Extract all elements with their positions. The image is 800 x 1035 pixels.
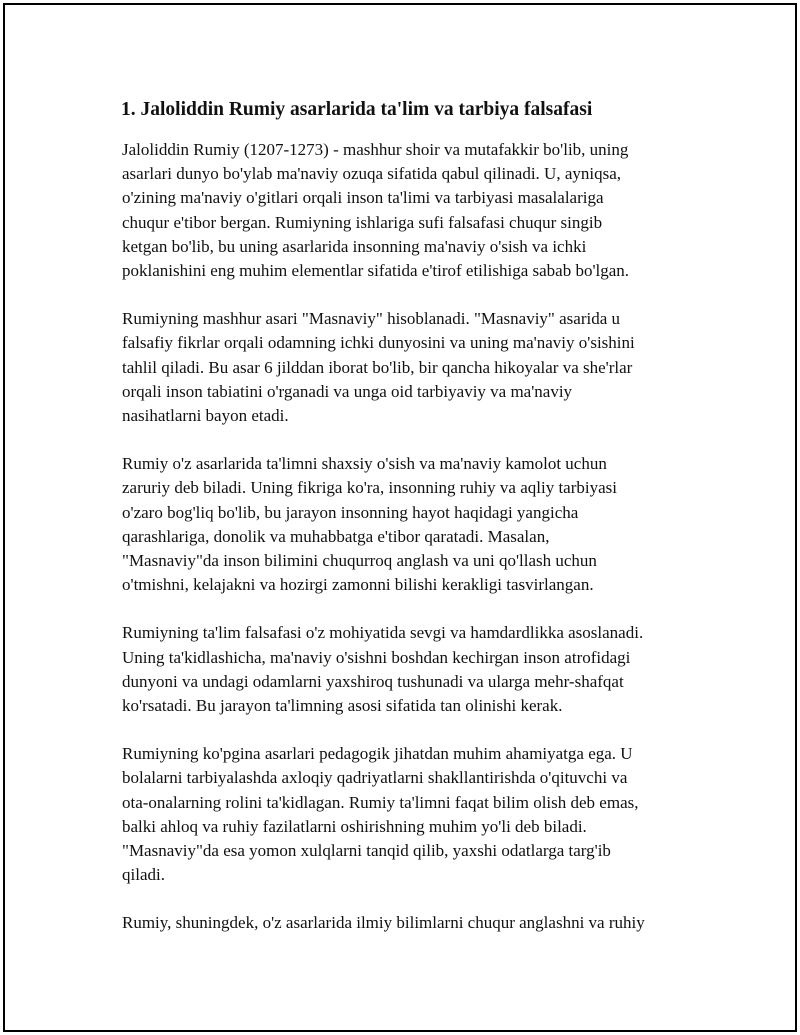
text-line: ko'rsatadi. Bu jarayon ta'limning asosi sifatida tan olinishi kerak. <box>122 696 563 716</box>
text-line: ota-onalarning rolini ta'kidlagan. Rumiy ta'limni faqat bilim olish deb emas, <box>122 792 639 812</box>
text-line: orqali inson tabiatini o'rganadi va unga oid tarbiyaviy va ma'naviy <box>122 381 573 401</box>
text-line: zaruriy deb biladi. Uning fikriga ko'ra, insonning ruhiy va aqliy tarbiyasi <box>122 478 618 498</box>
paragraph-5 <box>122 742 700 887</box>
text-line: "Masnaviy"da esa yomon xulqlarni tanqid qilib, yaxshi odatlarga targ'ib <box>122 841 611 861</box>
text-line: tahlil qiladi. Bu asar 6 jilddan iborat bo'lib, bir qancha hikoyalar va she'rlar <box>122 357 633 377</box>
text-line: Uning ta'kidlashicha, ma'naviy o'sishni boshdan kechirgan inson atrofidagi <box>122 647 631 667</box>
paragraph-6 <box>122 911 700 935</box>
text-line: dunyoni va undagi odamlarni yaxshiroq tushunadi va ularga mehr-shafqat <box>122 671 624 691</box>
text-line: Rumiyning ko'pgina asarlari pedagogik jihatdan muhim ahamiyatga ega. U <box>122 744 633 764</box>
paragraph-2 <box>122 307 700 428</box>
text-line: Rumiyning mashhur asari "Masnaviy" hisoblanadi. "Masnaviy" asarida u <box>122 309 621 329</box>
paragraph-3 <box>122 452 700 597</box>
text-line: chuqur e'tibor bergan. Rumiyning ishlariga sufi falsafasi chuqur singib <box>122 212 603 232</box>
text-line: ketgan bo'lib, bu uning asarlarida insonning ma'naviy o'sish va ichki <box>122 236 587 256</box>
text-line: Rumiy o'z asarlarida ta'limni shaxsiy o'sish va ma'naviy kamolot uchun <box>122 454 607 474</box>
text-line: balki ahloq va ruhiy fazilatlarni oshirishning muhim yo'li deb biladi. <box>122 816 587 836</box>
text-line: o'tmishni, kelajakni va hozirgi zamonni bilishi kerakligi tasvirlangan. <box>122 575 594 595</box>
document-body <box>120 97 700 960</box>
text-line: o'zaro bog'liq bo'lib, bu jarayon insonning hayot haqidagi yangicha <box>122 502 579 522</box>
paragraph-4 <box>122 621 700 718</box>
text-line: qiladi. <box>122 865 165 885</box>
text-line: o'zining ma'naviy o'gitlari orqali inson ta'limi va tarbiyasi masalalariga <box>122 188 604 208</box>
document-title: 1. Jaloliddin Rumiy asarlarida ta'lim va tarbiya falsafasi <box>121 99 593 120</box>
text-line: qarashlariga, donolik va muhabbatga e'tibor qaratadi. Masalan, <box>122 526 550 546</box>
text-line: Jaloliddin Rumiy (1207-1273) - mashhur shoir va mutafakkir bo'lib, uning <box>122 140 629 159</box>
text-line: nasihatlarni bayon etadi. <box>122 406 289 426</box>
text-line: asarlari dunyo bo'ylab ma'naviy ozuqa sifatida qabul qilinadi. U, ayniqsa, <box>122 164 621 184</box>
text-line: Rumiyning ta'lim falsafasi o'z mohiyatida sevgi va hamdardlikka asoslanadi. <box>122 623 644 643</box>
text-line: poklanishini eng muhim elementlar sifatida e'tirof etilishiga sabab bo'lgan. <box>122 261 630 281</box>
text-line: "Masnaviy"da inson bilimini chuqurroq anglash va uni qo'llash uchun <box>122 551 597 571</box>
text-line: Rumiy, shuningdek, o'z asarlarida ilmiy bilimlarni chuqur anglashni va ruhiy <box>122 913 645 933</box>
text-line: falsafiy fikrlar orqali odamning ichki dunyosini va uning ma'naviy o'sishini <box>122 333 635 353</box>
text-line: bolalarni tarbiyalashda axloqiy qadriyatlarni shakllantirishda o'qituvchi va <box>122 768 628 788</box>
paragraph-1 <box>122 138 700 283</box>
page-frame <box>3 3 797 1032</box>
